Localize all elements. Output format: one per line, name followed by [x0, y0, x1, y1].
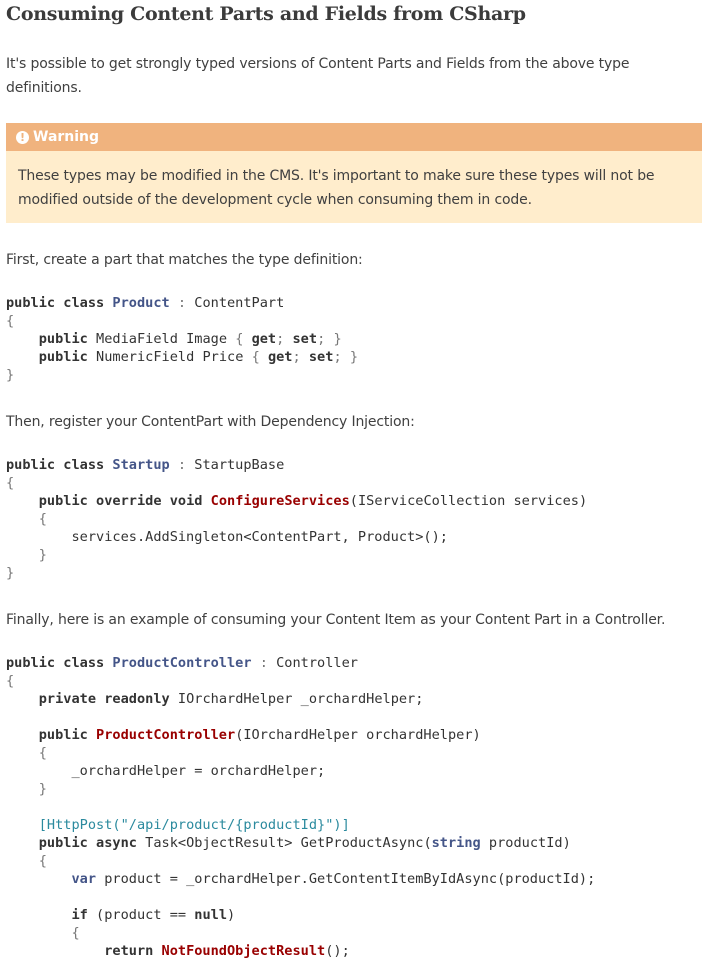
intro-line-1: It's possible to get strongly typed versions of Content Parts and Fields from the above type	[6, 56, 630, 72]
step3-paragraph: Finally, here is an example of consuming your Content Item as your Content Part in a Controller.	[6, 612, 666, 628]
warning-title-bar	[6, 123, 702, 151]
warning-admonition	[6, 123, 702, 223]
step1-paragraph: First, create a part that matches the type definition:	[6, 252, 363, 268]
code-line: public override void ConfigureServices(IServiceCollection services)	[38, 493, 588, 509]
code-line: [HttpPost("/api/product/{productId}")]	[38, 817, 350, 833]
code-line: {	[38, 853, 47, 869]
code-line: public class Product : ContentPart	[6, 295, 285, 311]
code-line: _orchardHelper = orchardHelper;	[71, 763, 326, 779]
code-line: return NotFoundObjectResult();	[104, 943, 350, 959]
code-line: }	[6, 367, 15, 383]
code-line: }	[38, 781, 47, 797]
warning-title: Warning	[33, 129, 100, 145]
warning-body	[6, 151, 702, 212]
intro-paragraph	[6, 52, 629, 100]
code-line: private readonly IOrchardHelper _orchardHelper;	[38, 691, 424, 707]
code-line: public class Startup : StartupBase	[6, 457, 285, 473]
code-line: var product = _orchardHelper.GetContentItemByIdAsync(productId);	[71, 871, 596, 887]
code-line: if (product == null)	[71, 907, 236, 923]
code-line: public MediaField Image { get; set; }	[38, 331, 342, 347]
code-line: public NumericField Price { get; set; }	[38, 349, 358, 365]
code-block-product	[6, 294, 358, 384]
code-line: {	[6, 475, 15, 491]
code-line: {	[6, 313, 15, 329]
code-block-controller	[6, 654, 595, 960]
section-heading: Consuming Content Parts and Fields from CSharp	[6, 3, 526, 25]
warning-line-2: modified outside of the development cycle when consuming them in code.	[18, 192, 532, 208]
warning-line-1: These types may be modified in the CMS. It's important to make sure these types will not be	[18, 168, 655, 184]
code-line: {	[71, 925, 80, 941]
intro-line-2: definitions.	[6, 80, 82, 96]
code-line: services.AddSingleton<ContentPart, Product>();	[71, 529, 448, 545]
code-line: public ProductController(IOrchardHelper orchardHelper)	[38, 727, 481, 743]
code-line: }	[6, 565, 15, 581]
code-line: public async Task<ObjectResult> GetProductAsync(string productId)	[38, 835, 571, 851]
exclamation-circle-icon: !	[16, 131, 29, 144]
code-block-startup	[6, 456, 587, 582]
code-line: public class ProductController : Controller	[6, 655, 358, 671]
code-line: }	[38, 547, 47, 563]
step2-paragraph: Then, register your ContentPart with Dependency Injection:	[6, 414, 415, 430]
code-line: {	[38, 745, 47, 761]
code-line: {	[38, 511, 47, 527]
code-line: {	[6, 673, 15, 689]
